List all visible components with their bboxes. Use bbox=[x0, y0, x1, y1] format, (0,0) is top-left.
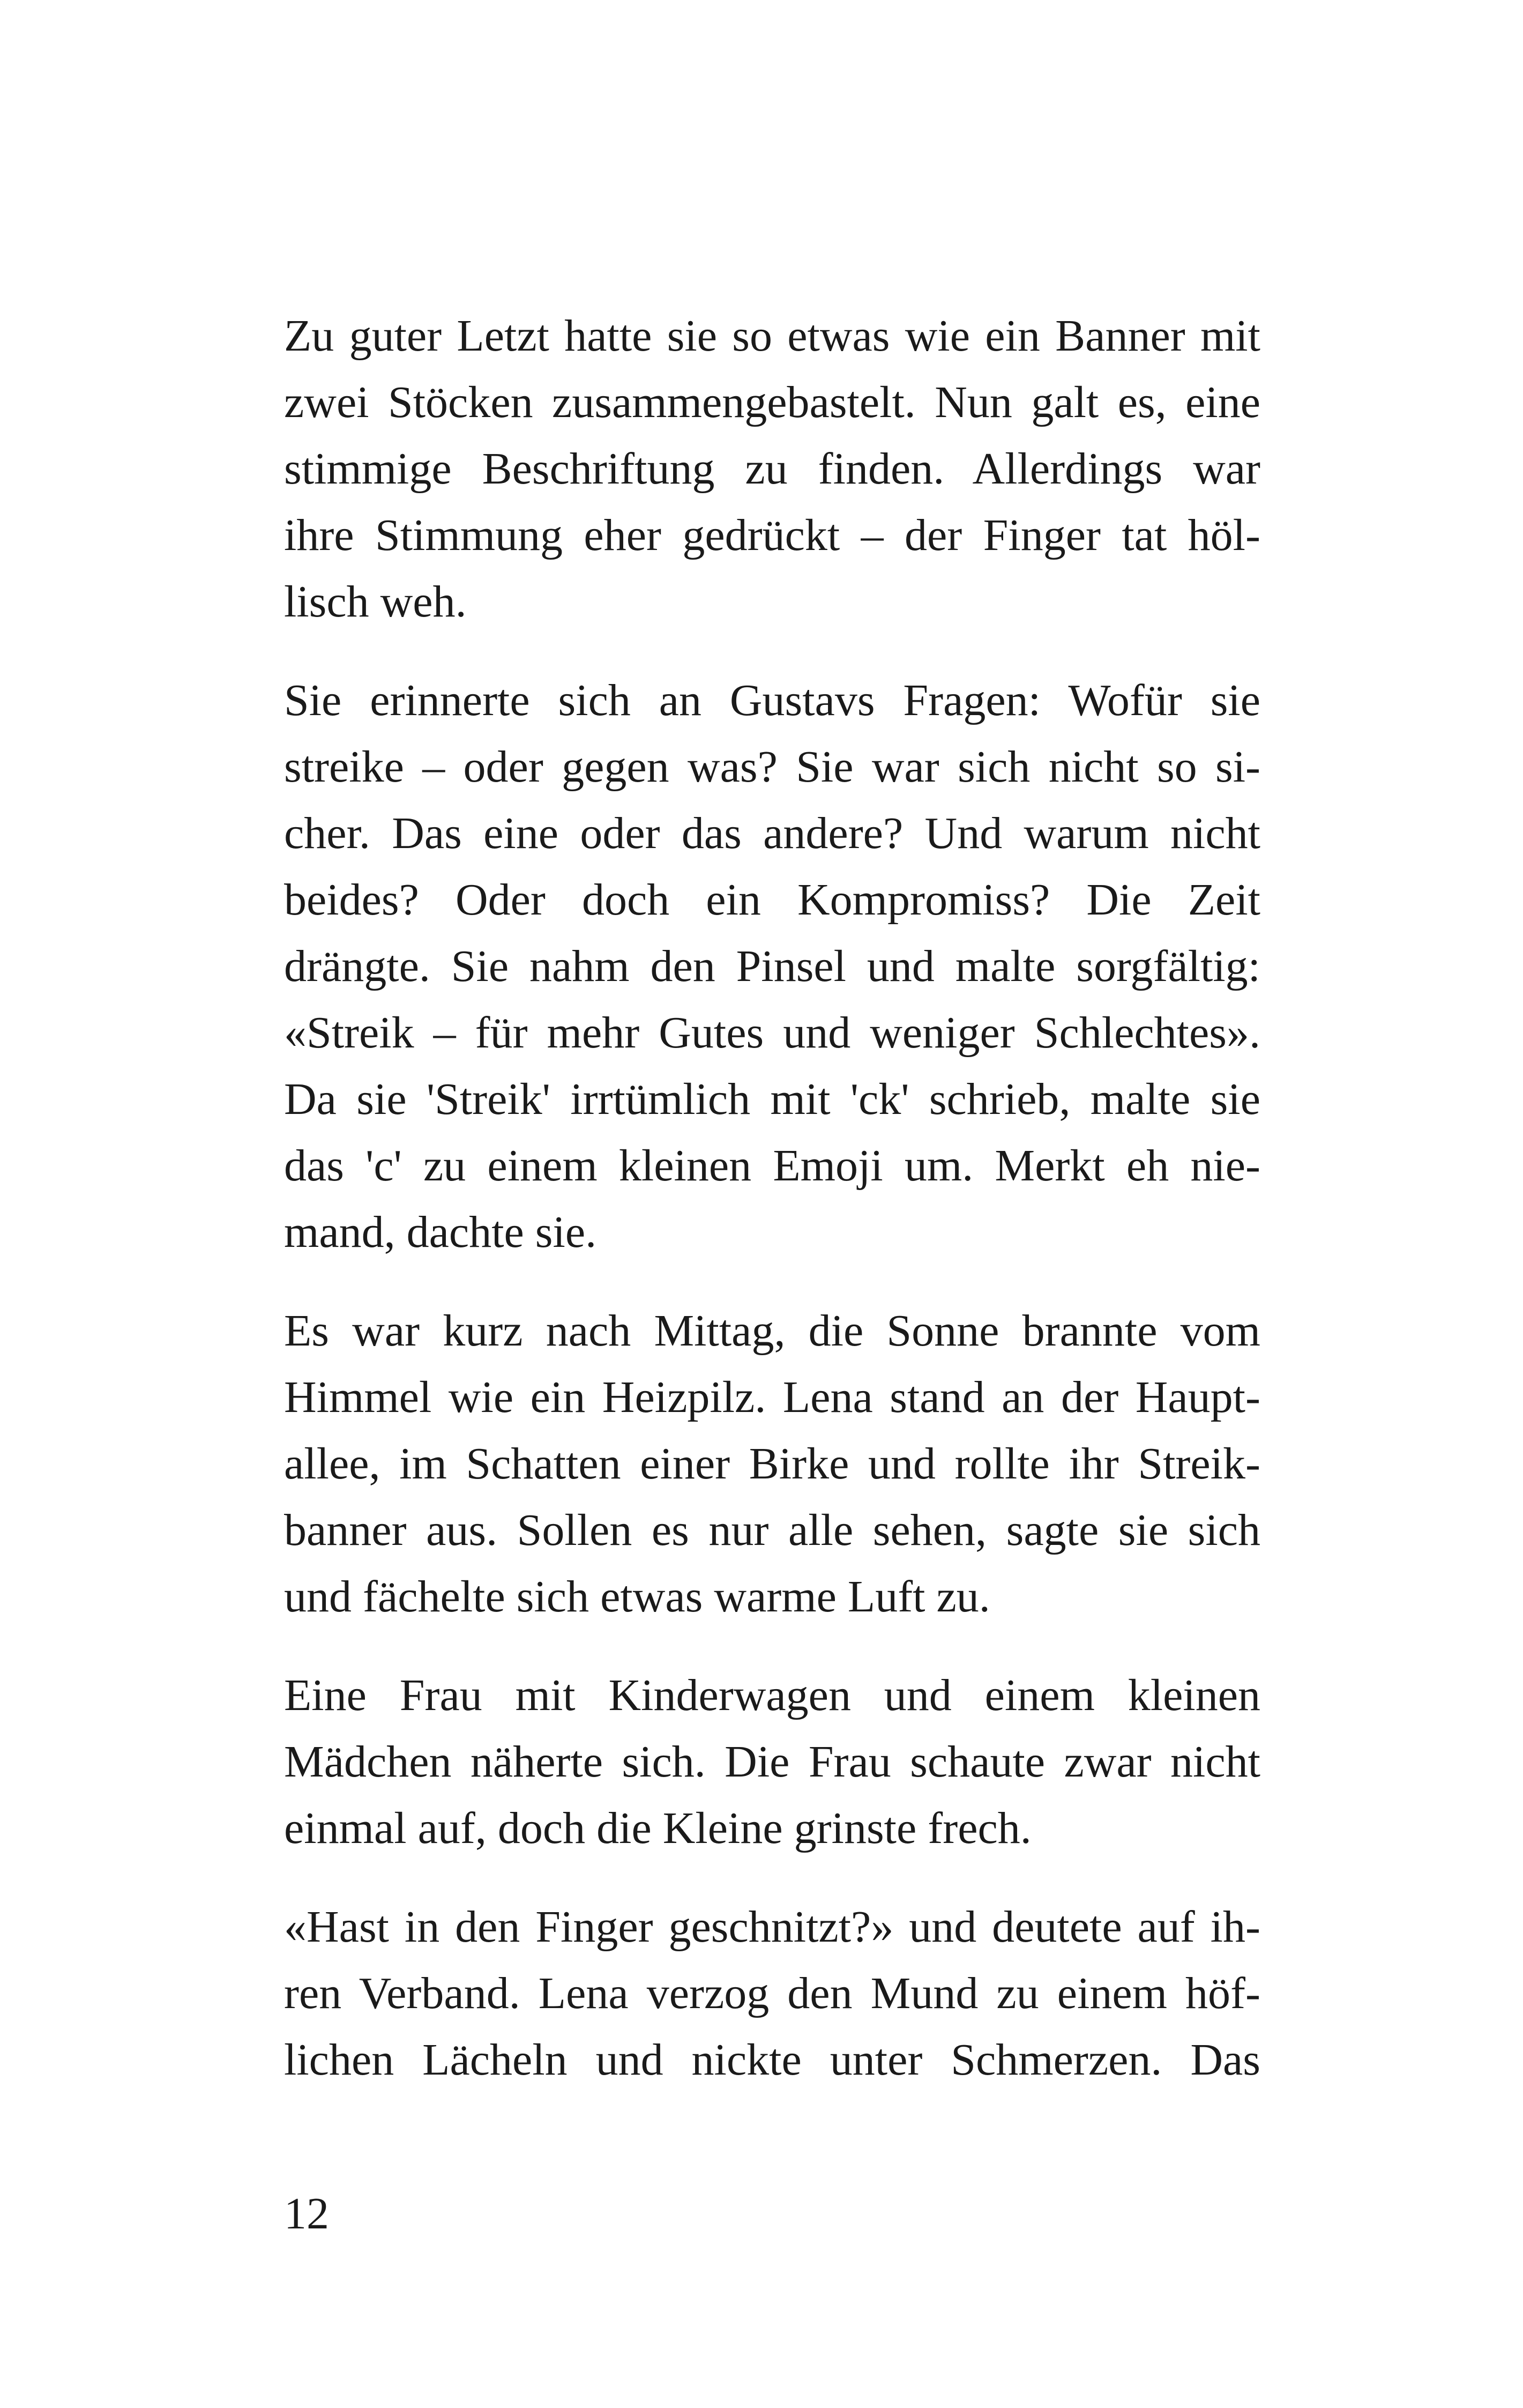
text-line: Zu guter Letzt hatte sie so etwas wie ein Banner mit bbox=[284, 311, 1260, 361]
text-line: und fächelte sich etwas warme Luft zu. bbox=[284, 1572, 990, 1622]
text-line: cher. Das eine oder das andere? Und warum nicht bbox=[284, 808, 1260, 858]
text-line: «Hast in den Finger geschnitzt?» und deutete auf ih- bbox=[284, 1902, 1260, 1952]
text-line: zwei Stöcken zusammengebastelt. Nun galt es, eine bbox=[284, 377, 1260, 427]
paragraph-1 bbox=[284, 303, 1260, 635]
text-line: Es war kurz nach Mittag, die Sonne brannte vom bbox=[284, 1306, 1260, 1356]
text-line: Da sie 'Streik' irrtümlich mit 'ck' schrieb, malte sie bbox=[284, 1074, 1260, 1124]
text-line: lichen Lächeln und nickte unter Schmerzen. Das bbox=[284, 2035, 1260, 2085]
paragraph-4 bbox=[284, 1662, 1260, 1862]
paragraph-3 bbox=[284, 1298, 1260, 1630]
text-line: Sie erinnerte sich an Gustavs Fragen: Wofür sie bbox=[284, 675, 1260, 725]
text-line: Himmel wie ein Heizpilz. Lena stand an der Haupt- bbox=[284, 1372, 1260, 1422]
page-number: 12 bbox=[284, 2189, 329, 2239]
body-text bbox=[284, 303, 1260, 2125]
text-line: lisch weh. bbox=[284, 577, 467, 627]
text-line: ihre Stimmung eher gedrückt – der Finger tat höl- bbox=[284, 510, 1260, 560]
text-line: ren Verband. Lena verzog den Mund zu einem höf- bbox=[284, 1968, 1260, 2018]
text-line: das 'c' zu einem kleinen Emoji um. Merkt eh nie- bbox=[284, 1141, 1260, 1191]
text-line: banner aus. Sollen es nur alle sehen, sagte sie sich bbox=[284, 1505, 1260, 1555]
paragraph-2 bbox=[284, 667, 1260, 1266]
text-line: einmal auf, doch die Kleine grinste frech. bbox=[284, 1803, 1032, 1853]
text-line: stimmige Beschriftung zu finden. Allerdings war bbox=[284, 444, 1260, 494]
text-line: allee, im Schatten einer Birke und rollte ihr Streik- bbox=[284, 1439, 1260, 1489]
text-line: «Streik – für mehr Gutes und weniger Schlechtes». bbox=[284, 1008, 1260, 1058]
paragraph-5 bbox=[284, 1894, 1260, 2093]
text-line: streike – oder gegen was? Sie war sich nicht so si- bbox=[284, 742, 1260, 792]
text-line: drängte. Sie nahm den Pinsel und malte sorgfältig: bbox=[284, 941, 1260, 991]
text-line: Eine Frau mit Kinderwagen und einem kleinen bbox=[284, 1670, 1260, 1720]
text-line: mand, dachte sie. bbox=[284, 1207, 597, 1257]
text-line: beides? Oder doch ein Kompromiss? Die Zeit bbox=[284, 875, 1260, 925]
text-line: Mädchen näherte sich. Die Frau schaute zwar nicht bbox=[284, 1737, 1260, 1787]
